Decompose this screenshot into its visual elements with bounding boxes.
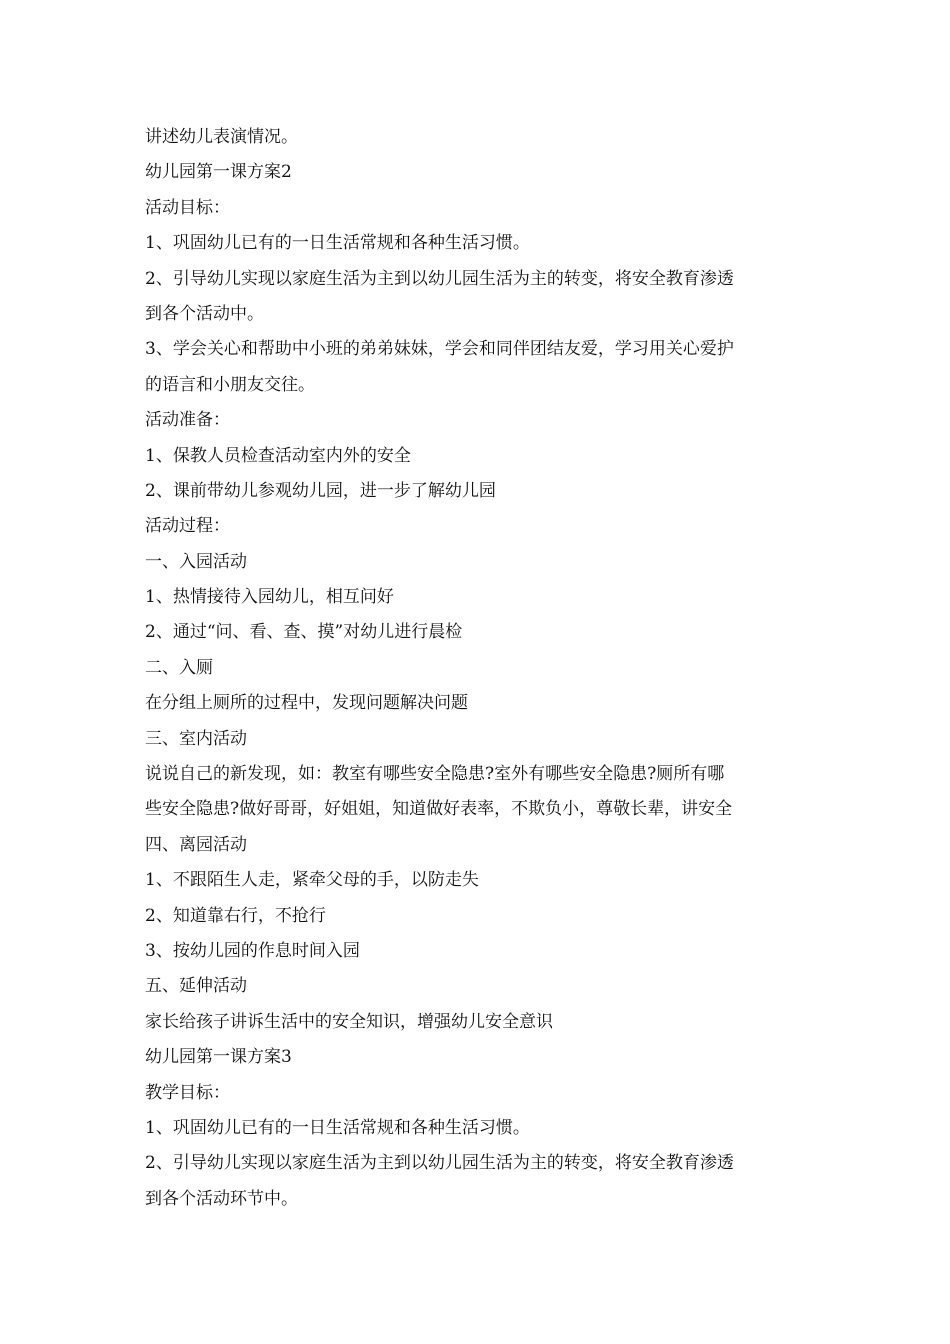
text-line: 到各个活动中。	[145, 303, 264, 324]
list-item: 2、课前带幼儿参观幼儿园，进一步了解幼儿园	[145, 480, 496, 501]
list-item: 2、引导幼儿实现以家庭生活为主到以幼儿园生活为主的转变，将安全教育渗透	[145, 1153, 734, 1174]
list-item: 1、不跟陌生人走，紧牵父母的手，以防走失	[145, 870, 479, 891]
text-line: 的语言和小朋友交往。	[145, 374, 315, 395]
subheading: 活动准备：	[145, 410, 230, 431]
list-item: 3、按幼儿园的作息时间入园	[145, 940, 360, 961]
text-line: 讲述幼儿表演情况。	[145, 127, 298, 147]
section-heading: 幼儿园第一课方案2	[145, 162, 292, 183]
subheading: 五、延伸活动	[145, 976, 247, 997]
document-body	[145, 120, 810, 1217]
subheading: 三、室内活动	[145, 728, 247, 749]
section-heading: 幼儿园第一课方案3	[145, 1047, 292, 1068]
list-item: 1、巩固幼儿已有的一日生活常规和各种生活习惯。	[145, 1117, 530, 1138]
text-line: 些安全隐患?做好哥哥，好姐姐，知道做好表率，不欺负小，尊敬长辈，讲安全	[145, 799, 733, 820]
text-line: 在分组上厕所的过程中，发现问题解决问题	[145, 693, 468, 714]
text-line: 到各个活动环节中。	[145, 1188, 298, 1209]
subheading: 活动过程：	[145, 516, 230, 537]
list-item: 1、热情接待入园幼儿，相互问好	[145, 587, 394, 608]
list-item: 2、引导幼儿实现以家庭生活为主到以幼儿园生活为主的转变，将安全教育渗透	[145, 268, 734, 289]
list-item: 2、通过“问、看、查、摸”对幼儿进行晨检	[145, 622, 463, 643]
subheading: 教学目标：	[145, 1082, 230, 1103]
list-item: 1、巩固幼儿已有的一日生活常规和各种生活习惯。	[145, 233, 530, 254]
text-line: 说说自己的新发现，如：教室有哪些安全隐患?室外有哪些安全隐患?厕所有哪	[145, 764, 725, 785]
subheading: 四、离园活动	[145, 834, 247, 855]
subheading: 活动目标：	[145, 197, 230, 218]
subheading: 二、入厕	[145, 657, 213, 678]
list-item: 3、学会关心和帮助中小班的弟弟妹妹，学会和同伴团结友爱，学习用关心爱护	[145, 339, 734, 360]
text-line: 家长给孩子讲诉生活中的安全知识，增强幼儿安全意识	[145, 1011, 553, 1032]
list-item: 2、知道靠右行，不抢行	[145, 905, 326, 926]
list-item: 1、保教人员检查活动室内外的安全	[145, 445, 411, 466]
subheading: 一、入园活动	[145, 551, 247, 572]
